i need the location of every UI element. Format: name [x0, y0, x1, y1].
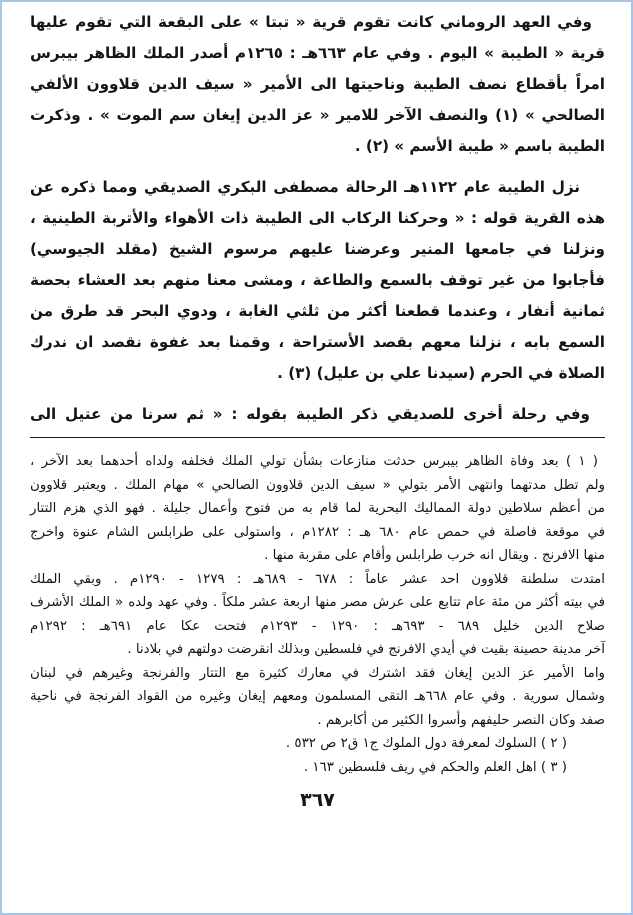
text-line: هذه القرية قوله : « وحركنا الركاب الى الطيبة ذات الأهواء والأتربة الطينية ، — [30, 209, 605, 227]
text-line: وفي رحلة أخرى للصديقي ذكر الطيبة بقوله : « ثم سرنا من عتيل الى — [30, 405, 590, 423]
footnote-line: آخر مدينة حصينة بقيت في أيدي الافرنج في فلسطين وبذلك انقرضت دولتهم في بلادنا . — [127, 642, 605, 657]
footnote-line: ( ٢ ) السلوك لمعرفة دول الملوك ج١ ق٢ ص ٥٣٢ . — [285, 736, 567, 751]
text-line: الطيبة باسم « طيبة الأسم » (٢) . — [354, 137, 605, 155]
footnote-line: امتدت سلطنة قلاوون احد عشر عاماً : ٦٧٨ - ٦٨٩هـ : ١٢٧٩ - ١٢٩٠م . وبقي الملك — [30, 571, 605, 587]
footnote-line: صلاح الدين خليل ٦٨٩ - ٦٩٣هـ : ١٢٩٠ - ١٢٩٣م فتحت عكا عام ٦٩١هـ : ١٢٩٢م — [30, 618, 605, 634]
text-line: ونزلنا في جامعها المنير وعرضنا عليهم مرسوم الشيخ (مقلد الجيوسي) — [30, 240, 605, 258]
footnote-line: وشمال سورية . وفي عام ٦٦٨هـ التقى المسلمون ومعهم إيغان وغيره من القواد الفرنجة في ناحية — [30, 689, 605, 704]
footnote — [30, 732, 605, 756]
footnote-line: ( ٣ ) اهل العلم والحكم في ريف فلسطين ١٦٣ . — [303, 759, 567, 775]
text-line: ثمانية أنفار ، وعندما قطعنا أكثر من ثلثي الغابة ، ودوي البحر قد طرق من — [30, 302, 605, 320]
footnote-separator — [30, 437, 605, 438]
footnote — [30, 450, 605, 732]
footnote-line: في بيته أكثر من مئة عام تتابع على عرش مصر منها اربعة عشر ملكاً . وفي عهد ولده « الملك الأشرف — [30, 595, 605, 610]
text-line: وفي العهد الروماني كانت تقوم قرية « تبتا » على البقعة التي تقوم عليها — [30, 13, 592, 31]
footnote-line: من أعظم سلاطين دولة المماليك البحرية لما قام به من فتوح وأعمال جليلة . فهو الذي هزم التتار — [30, 501, 605, 516]
footnote-line: منها الافرنج . ويقال انه خرب طرابلس وأقام على مقربة منها . — [264, 548, 605, 563]
text-line: نزل الطيبة عام ١١٢٢هـ الرحالة مصطفى البكري الصديقي ومما ذكره عن — [30, 178, 581, 196]
paragraph — [30, 7, 605, 162]
text-line: السمع بابه ، نزلنا معهم بقصد الأستراحة ، وقمنا بعد غفوة نقصد ان ندرك — [30, 333, 605, 351]
text-line: الصالحي » (١) والنصف الآخر للامير « عز الدين إيغان سم الموت » . وذكرت — [30, 106, 606, 124]
footnote-line: ولم تطل مدتهما وانتهى الأمر بتولي « سيف الدين قلاوون الصالحي » مهام الملك . ويعتبر قلاوون — [30, 477, 605, 493]
footnote — [30, 756, 605, 780]
main-text — [30, 7, 605, 430]
text-line: قرية « الطيبة » اليوم . وفي عام ٦٦٣هـ : ١٢٦٥م أصدر الملك الظاهر بيبرس — [30, 44, 605, 62]
paragraph — [30, 399, 605, 430]
footnote-line: صفد وكان النصر حليفهم وأسروا الكثير من أكابرهم . — [317, 712, 605, 728]
footnote-line: واما الأمير عز الدين إيغان فقد اشترك في معارك كثيرة مع التتار والفرنجة وغيرهم في لبنان — [30, 665, 605, 681]
paragraph — [30, 172, 605, 389]
text-line: امراً بأقطاع نصف الطيبة وناحيتها الى الأمير « سيف الدين قلاوون الألفي — [30, 75, 605, 93]
footnote-line: في موقعة فاصلة في حمص عام ٦٨٠ هـ : ١٢٨٢م ، واستولى على طرابلس الشام عنوة واخرج — [30, 524, 605, 540]
text-line: فأجابوا من غير توقف بالسمع والطاعة ، ومشى معنا منهم بعد العشاء بحصة — [30, 271, 605, 289]
page-number: ٣٦٧ — [300, 789, 335, 811]
footnote-line: ( ١ ) بعد وفاة الظاهر بيبرس حدثت منازعات بشأن تولي الملك فخلفه ولداه أحدهما بعد الآخر ، — [30, 454, 598, 469]
text-line: الصلاة في الحرم (سيدنا علي بن عليل) (٣) . — [277, 364, 605, 382]
page-content — [30, 7, 605, 815]
footnotes — [30, 450, 605, 779]
